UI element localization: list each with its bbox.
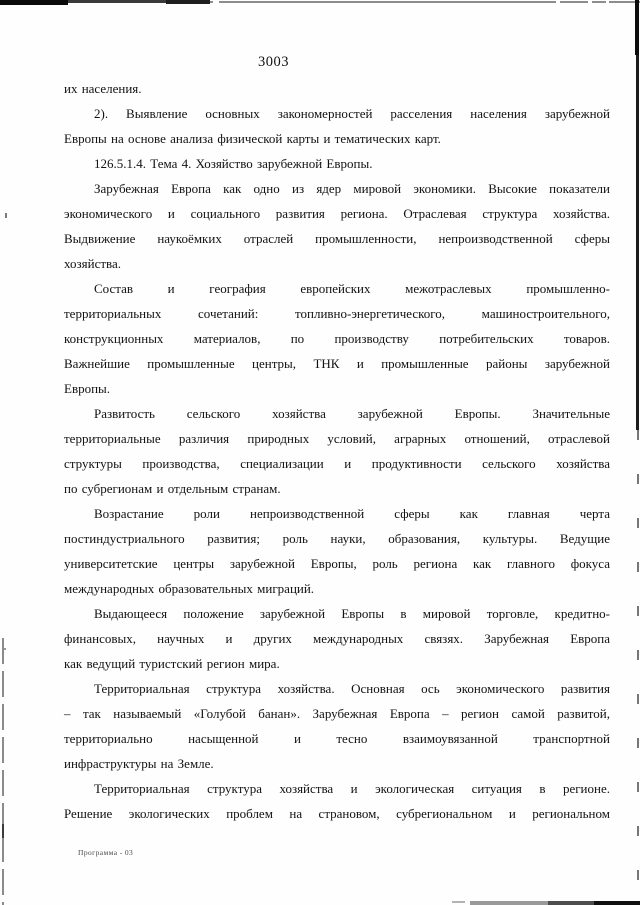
paragraph (64, 176, 610, 276)
text-line: университетские центры зарубежной Европы, роль региона как главного фокуса (64, 556, 610, 571)
paragraph (64, 776, 610, 826)
scan-edge-top-gap (588, 0, 592, 5)
text-line: территориально насыщенной и тесно взаимоувязанной транспортной (64, 731, 610, 746)
scan-edge-top-blob (166, 0, 210, 4)
text-line: Территориальная структура хозяйства и экологическая ситуация в регионе. (94, 781, 610, 796)
text-line: структуры производства, специализации и продуктивности сельского хозяйства (64, 456, 610, 471)
page-number: 3003 (258, 54, 289, 70)
scan-edge-right-solid (636, 55, 639, 430)
paragraph (64, 601, 610, 676)
scan-edge-left-dashes (2, 638, 4, 905)
text-line: Выдающееся положение зарубежной Европы в мировой торговле, кредитно- (94, 606, 610, 621)
paragraph (64, 151, 610, 176)
text-line: Европы на основе анализа физической карты и тематических карт. (64, 131, 441, 146)
text-line: инфраструктуры на Земле. (64, 756, 214, 771)
text-line: Выдвижение наукоёмких отраслей промышленности, непроизводственной сферы (64, 231, 610, 246)
text-line: 126.5.1.4. Тема 4. Хозяйство зарубежной Европы. (94, 156, 373, 171)
scan-edge-top-dark-left (0, 0, 68, 5)
text-line: Решение экологических проблем на страновом, субрегиональном и региональном (64, 806, 610, 821)
text-line: финансовых, научных и других международных связях. Зарубежная Европа (64, 631, 610, 646)
footer-note: Программа - 03 (78, 848, 134, 857)
text-line: Развитость сельского хозяйства зарубежной Европы. Значительные (94, 406, 610, 421)
scan-edge-bottom-bar (470, 901, 640, 905)
text-line: Территориальная структура хозяйства. Основная ось экономического развития (94, 681, 610, 696)
paragraph (64, 501, 610, 601)
text-line: территориальных сочетаний: топливно-энергетического, машиностроительного, (64, 306, 610, 321)
scan-edge-top-mid (68, 0, 166, 3)
scan-speck (5, 213, 7, 218)
text-line: конструкционных материалов, по производству потребительских товаров. (64, 331, 610, 346)
scan-edge-bottom-dash (452, 901, 465, 903)
text-line: экономического и социального развития региона. Отраслевая структура хозяйства. (64, 206, 610, 221)
paragraph (64, 76, 610, 101)
text-line: постиндустриального развития; роль науки, образования, культуры. Ведущие (64, 531, 610, 546)
paragraph (64, 401, 610, 501)
text-line: 2). Выявление основных закономерностей расселения населения зарубежной (94, 106, 610, 121)
text-line: Важнейшие промышленные центры, ТНК и промышленные районы зарубежной (64, 356, 610, 371)
scan-edge-top-gap (556, 0, 560, 5)
text-line: Возрастание роли непроизводственной сферы как главная черта (94, 506, 610, 521)
text-line: как ведущий туристский регион мира. (64, 656, 280, 671)
paragraph (64, 276, 610, 401)
text-line: Европы. (64, 381, 111, 396)
text-line: хозяйства. (64, 256, 122, 271)
text-line: международных образовательных миграций. (64, 581, 315, 596)
scan-edge-top-line (0, 1, 640, 3)
scan-edge-right-top (635, 0, 639, 55)
scan-speck (4, 648, 6, 650)
paragraph (64, 101, 610, 151)
text-line: Зарубежная Европа как одно из ядер мировой экономики. Высокие показатели (94, 181, 610, 196)
text-line: по субрегионам и отдельным странам. (64, 481, 281, 496)
paragraph (64, 676, 610, 776)
text-line: территориальные различия природных условий, аграрных отношений, отраслевой (64, 431, 610, 446)
text-line: – так называемый «Голубой банан». Зарубежная Европа – регион самой развитой, (64, 706, 610, 721)
text-line: их населения. (64, 81, 142, 96)
scan-edge-top-gap (213, 0, 219, 5)
scan-edge-right-dashes (637, 430, 639, 905)
text-line: Состав и география европейских межотраслевых промышленно- (94, 281, 610, 296)
scan-edge-top-gap (606, 0, 609, 5)
document-body (64, 76, 610, 826)
scan-edge-left-dark (2, 824, 4, 838)
